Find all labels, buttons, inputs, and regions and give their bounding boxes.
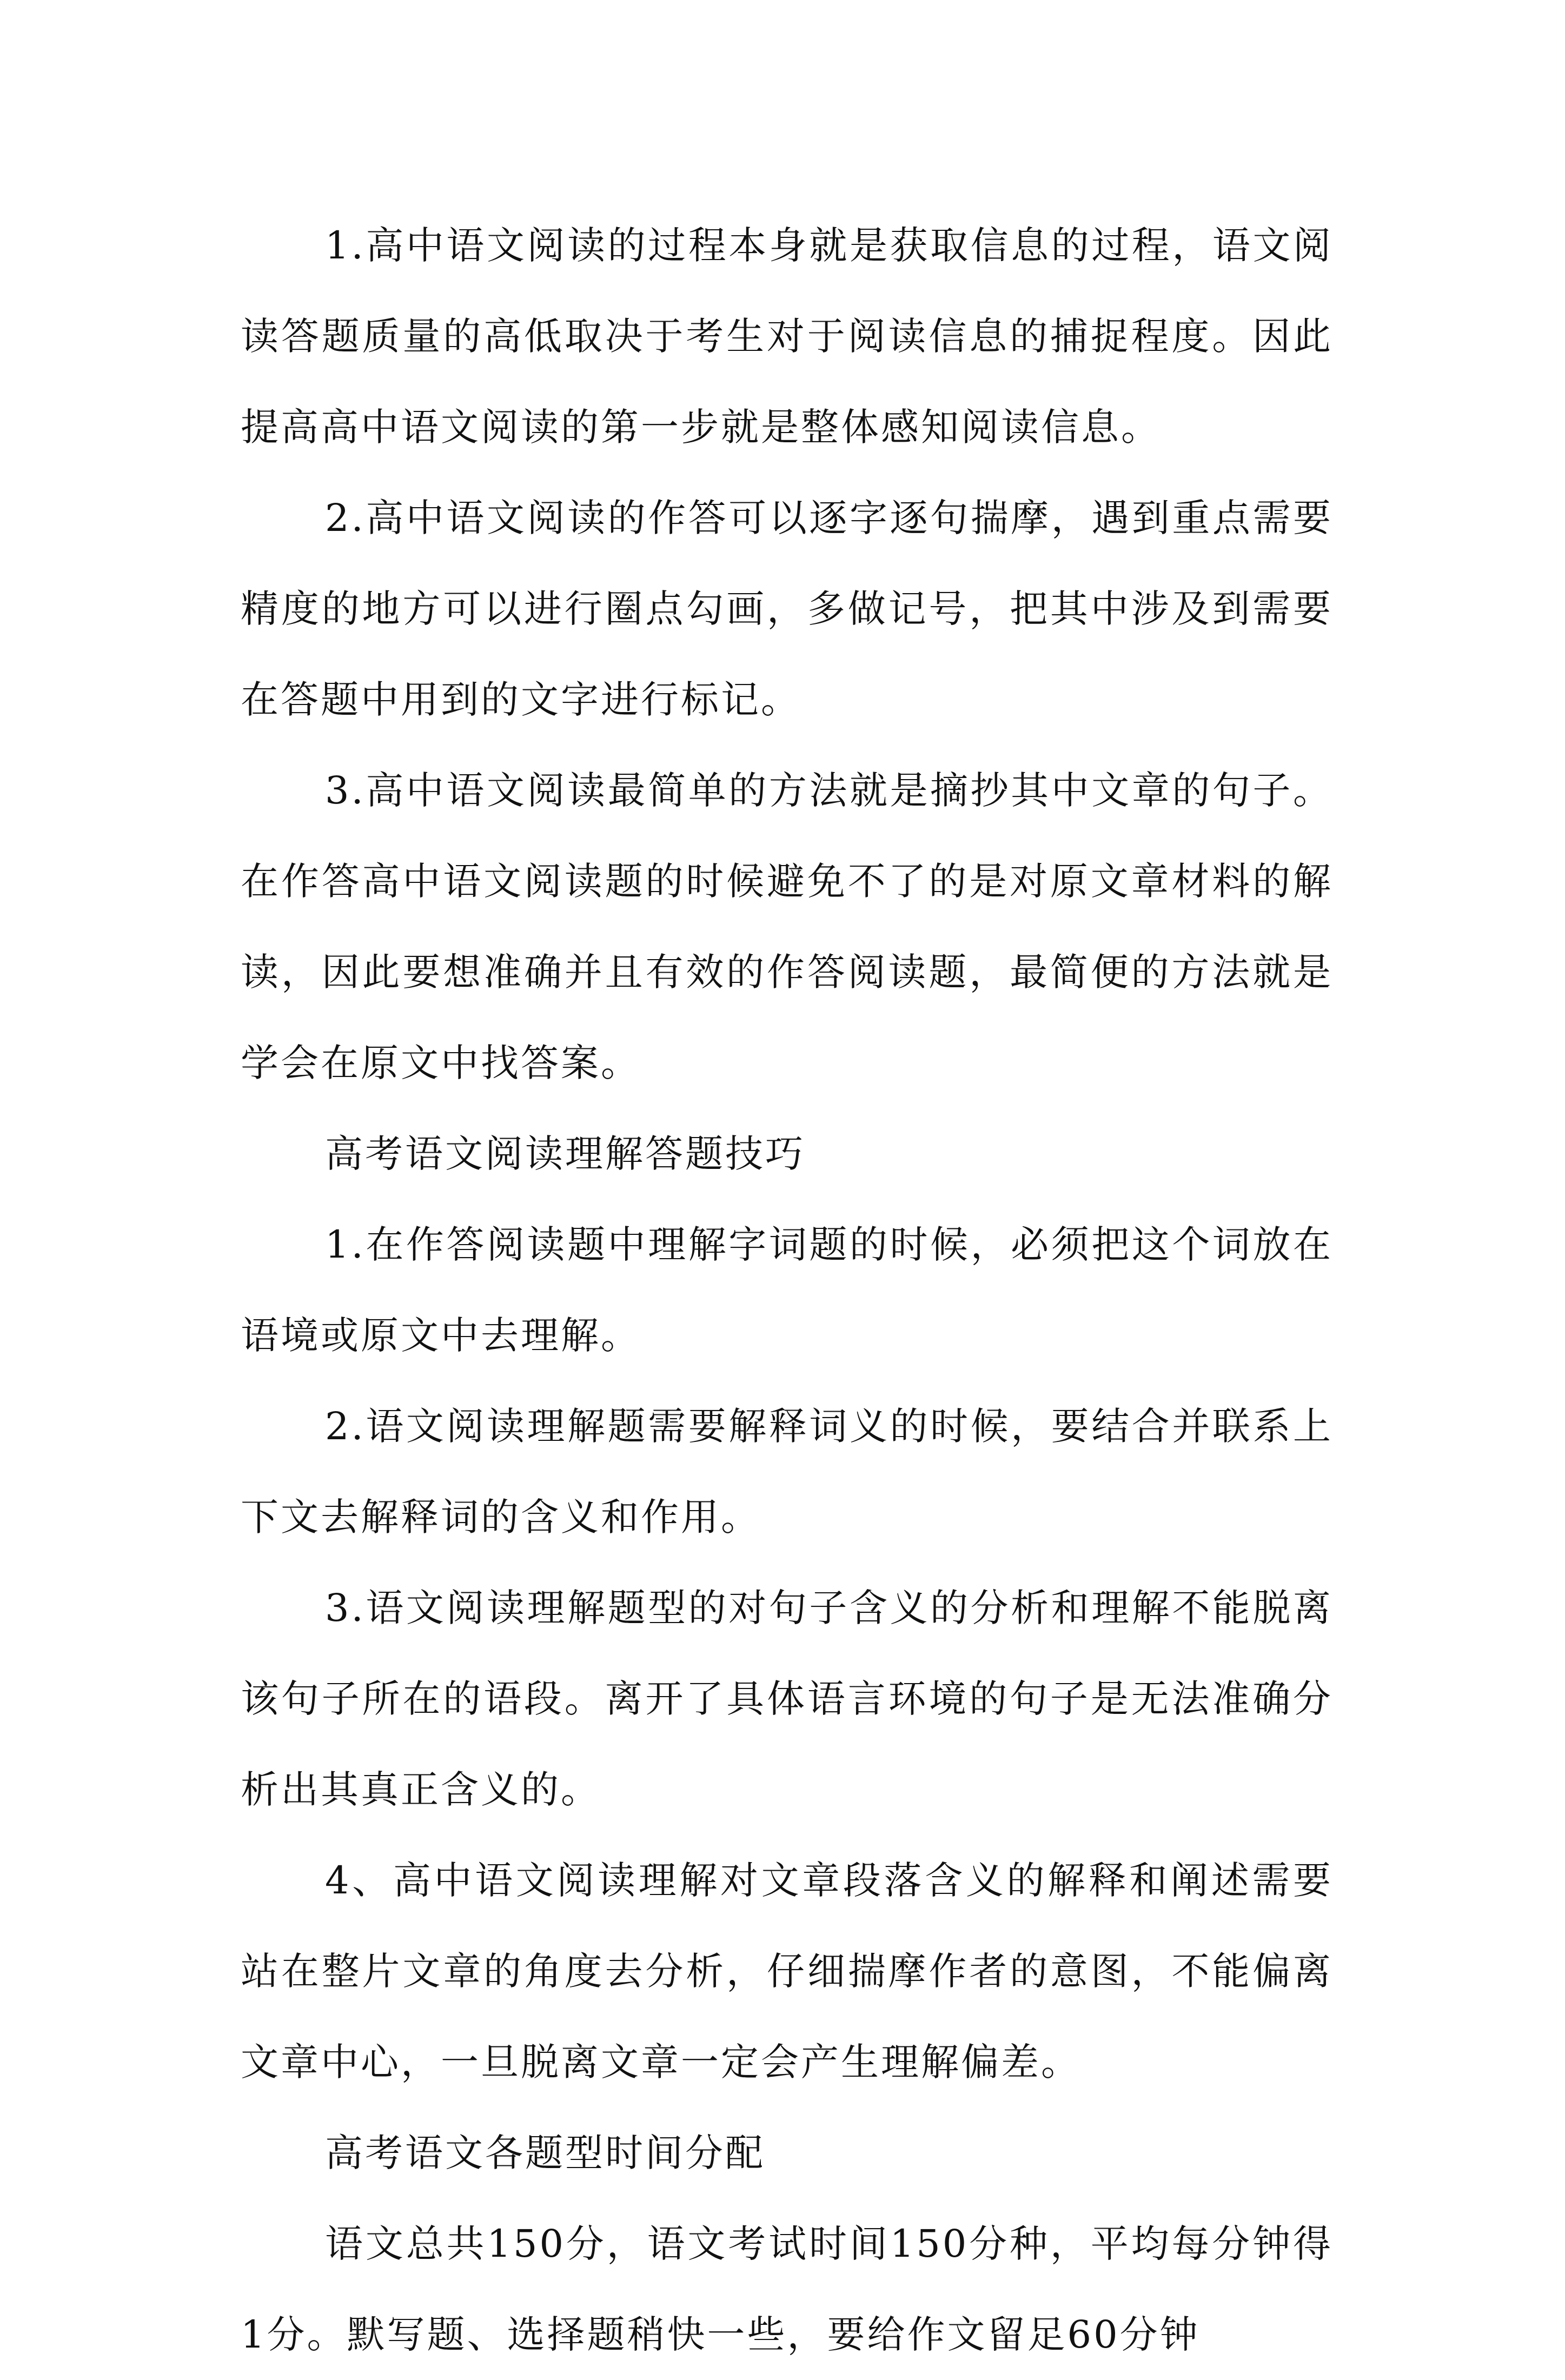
paragraph-2: 2.高中语文阅读的作答可以逐字逐句揣摩，遇到重点需要精度的地方可以进行圈点勾画，多做记号，把其中涉及到需要在答题中用到的文字进行标记。 [241,496,1333,722]
paragraph-7: 4、高中语文阅读理解对文章段落含义的解释和阐述需要站在整片文章的角度去分析，仔细揣摩作者的意图，不能偏离文章中心，一旦脱离文章一定会产生理解偏差。 [241,1858,1333,2084]
paragraph-5: 2.语文阅读理解题需要解释词义的时候，要结合并联系上下文去解释词的含义和作用。 [241,1404,1333,1539]
paragraph-8: 语文总共150分，语文考试时间150分种，平均每分钟得1分。默写题、选择题稍快一些，要给作文留足60分钟 [241,2222,1333,2357]
paragraph-6: 3.语文阅读理解题型的对句子含义的分析和理解不能脱离该句子所在的语段。离开了具体语言环境的句子是无法准确分析出其真正含义的。 [241,1586,1333,1812]
paragraph-1: 1.高中语文阅读的过程本身就是获取信息的过程，语文阅读答题质量的高低取决于考生对于阅读信息的捕捉程度。因此提高高中语文阅读的第一步就是整体感知阅读信息。 [241,223,1333,449]
section-heading-time-allocation: 高考语文各题型时间分配 [325,2131,765,2175]
paragraph-4: 1.在作答阅读题中理解字词题的时候，必须把这个词放在语境或原文中去理解。 [241,1222,1333,1358]
document-body [241,200,1333,2380]
section-heading-answer-tips: 高考语文阅读理解答题技巧 [325,1132,805,1176]
paragraph-3: 3.高中语文阅读最简单的方法就是摘抄其中文章的句子。在作答高中语文阅读题的时候避免不了的是对原文章材料的解读，因此要想准确并且有效的作答阅读题，最简便的方法就是学会在原文中找答案。 [241,768,1333,1085]
